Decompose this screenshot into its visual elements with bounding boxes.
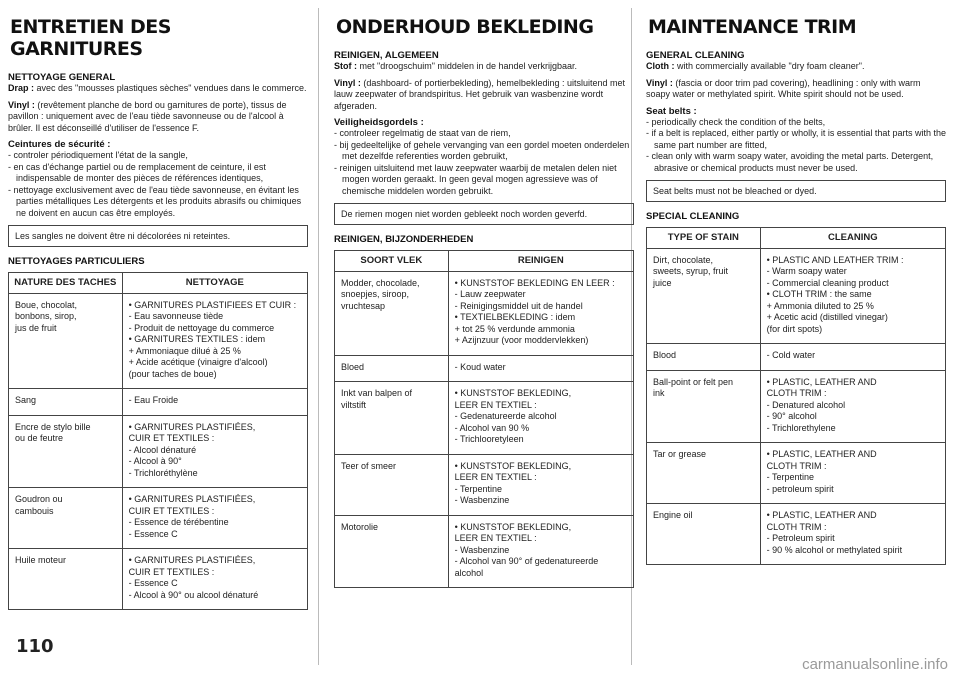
cleaning-line: - Gedenatureerde alcohol: [454, 411, 557, 421]
table-header-cell: NATURE DES TACHES: [9, 273, 123, 294]
cleaning-line: • GARNITURES PLASTIFIÉES,: [128, 421, 256, 432]
stain-line: sweets, syrup, fruit: [653, 266, 729, 276]
material-label: Vinyl :: [646, 77, 673, 88]
cleaning-line: • GARNITURES TEXTILES : idem: [128, 334, 266, 344]
cleaning-line: - Wasbenzine: [454, 544, 510, 555]
cleaning-cell: [448, 271, 633, 355]
seat-belts-list: [8, 150, 308, 219]
seat-belts-heading: Seat belts :: [646, 105, 697, 117]
stain-cell: [335, 355, 449, 382]
material-paragraph: [8, 83, 308, 95]
material-text: with commercially available "dry foam cleaner".: [674, 61, 865, 71]
cleaning-cell: [122, 549, 307, 610]
stain-line: Blood: [653, 350, 677, 360]
cleaning-line: • GARNITURES PLASTIFIÉES,: [128, 494, 256, 504]
stain-line: Tar or grease: [653, 449, 707, 459]
cleaning-cell: [760, 370, 945, 443]
cleaning-cell: [448, 355, 633, 382]
cleaning-line: - Alcool dénaturé: [128, 444, 197, 455]
stain-line: vruchtesap: [341, 300, 386, 311]
material-label: Cloth :: [646, 61, 675, 71]
stain-line: Motorolie: [341, 521, 379, 532]
stain-line: Dirt, chocolate,: [653, 254, 714, 265]
material-text: avec des "mousses plastiques sèches" vendues dans le commerce.: [34, 83, 307, 93]
stain-line: jus de fruit: [15, 322, 57, 333]
table-row: [9, 549, 308, 610]
cleaning-line: - Petroleum spirit: [766, 533, 835, 543]
seat-belts-item: - en cas d'échange partiel ou de remplacement de ceinture, il est indispensable de monter des pièces de références identiques,: [8, 161, 266, 183]
stain-line: Teer of smeer: [341, 460, 397, 471]
stain-line: Inkt van balpen of: [341, 388, 413, 398]
cleaning-line: CUIR ET TEXTILES :: [128, 505, 215, 516]
table-header-cell: TYPE OF STAIN: [647, 228, 761, 249]
stain-line: Ball-point or felt pen: [653, 376, 734, 387]
seat-belts-item: - periodically check the condition of the belts,: [646, 116, 826, 127]
cleaning-line: - Reinigingsmiddel uit de handel: [454, 300, 583, 311]
stain-line: snoepjes, siroop,: [341, 289, 410, 299]
stain-line: viltstift: [341, 399, 367, 410]
special-cleaning-heading: SPECIAL CLEANING: [646, 211, 740, 222]
cleaning-line: - Terpentine: [454, 483, 502, 494]
cleaning-line: (pour taches de boue): [128, 368, 217, 379]
column-french: [8, 10, 308, 610]
table-row: [647, 248, 946, 344]
cleaning-cell: [122, 488, 307, 549]
material-label: Drap :: [8, 83, 35, 93]
stain-cell: [647, 370, 761, 443]
stain-line: Huile moteur: [15, 555, 67, 565]
cleaning-line: (for dirt spots): [766, 323, 823, 334]
cleaning-line: • PLASTIC, LEATHER AND: [766, 449, 877, 459]
seat-belts-item: - if a belt is replaced, either partly or wholly, it is essential that parts with the same part number are fitted,: [646, 128, 946, 150]
table-header-cell: SOORT VLEK: [335, 251, 449, 272]
cleaning-line: + Acetic acid (distilled vinegar): [766, 312, 888, 322]
stain-cell: [335, 271, 449, 355]
stain-line: Sang: [15, 395, 37, 405]
cleaning-line: + Azijnzuur (voor moddervlekken): [454, 335, 589, 345]
material-label: Vinyl :: [8, 99, 35, 110]
table-row: [335, 382, 634, 455]
table-row: [335, 355, 634, 382]
section-title: ONDERHOUD BEKLEDING: [336, 16, 594, 38]
seat-belts-list: [646, 117, 946, 175]
cleaning-cell: [760, 504, 945, 565]
seat-belts-item: - bij gedeeltelijke of gehele vervanging van een gordel moeten onderdelen met dezelfde referenties worden gebruikt,: [334, 139, 630, 161]
stain-cell: [9, 415, 123, 488]
cleaning-line: • KUNSTSTOF BEKLEDING,: [454, 388, 572, 398]
stain-line: juice: [653, 277, 672, 288]
material-text: (fascia or door trim pad covering), headlining : only with warm soapy water or methylated spirit. White spirit should not be used.: [646, 77, 921, 99]
warning-notice: Les sangles ne doivent être ni décolorées ni reteintes.: [8, 225, 308, 247]
seat-belts-heading: Veiligheidsgordels :: [334, 117, 424, 128]
cleaning-cell: [760, 248, 945, 344]
stain-cell: [335, 515, 449, 588]
table-row: [9, 389, 308, 416]
cleaning-line: - petroleum spirit: [766, 483, 834, 494]
cleaning-line: • KUNSTSTOF BEKLEDING,: [454, 460, 572, 471]
seat-belts-item: - controler périodiquement l'état de la sangle,: [8, 150, 188, 160]
cleaning-cell: [448, 515, 633, 588]
column-english: [646, 10, 946, 565]
stain-line: bonbons, sirop,: [15, 311, 77, 321]
cleaning-cell: [448, 454, 633, 515]
table-header-cell: CLEANING: [760, 228, 945, 249]
cleaning-line: • GARNITURES PLASTIFIEES ET CUIR :: [128, 299, 297, 310]
cleaning-line: • KUNSTSTOF BEKLEDING,: [454, 521, 572, 532]
seat-belts-item: - clean only with warm soapy water, avoiding the metal parts. Detergent, abrasive or chemical products must never be used.: [646, 151, 934, 173]
stain-line: ou de feutre: [15, 433, 64, 443]
cleaning-line: • CLOTH TRIM : the same: [766, 289, 872, 299]
cleaning-line: - Alcohol van 90° of gedenatureerde: [454, 556, 599, 566]
column-divider: [318, 8, 319, 665]
stain-line: Modder, chocolade,: [341, 277, 420, 288]
stain-cell: [335, 382, 449, 455]
stain-cell: [9, 488, 123, 549]
special-cleaning-heading: NETTOYAGES PARTICULIERS: [8, 256, 145, 267]
stain-table: [8, 272, 308, 610]
table-row: [9, 488, 308, 549]
stain-line: Engine oil: [653, 510, 693, 520]
cleaning-cell: [122, 415, 307, 488]
cleaning-line: - Denatured alcohol: [766, 399, 846, 410]
cleaning-line: - Terpentine: [766, 472, 814, 482]
cleaning-line: - Eau Froide: [128, 395, 179, 405]
cleaning-line: - Alcool à 90° ou alcool dénaturé: [128, 589, 259, 600]
cleaning-line: • GARNITURES PLASTIFIÉES,: [128, 555, 256, 565]
seat-belts-heading: Ceintures de sécurité :: [8, 139, 111, 150]
material-label: Vinyl :: [334, 77, 361, 88]
cleaning-line: LEER EN TEXTIEL :: [454, 472, 537, 482]
cleaning-line: CLOTH TRIM :: [766, 460, 827, 471]
cleaning-line: - 90 % alcohol or methylated spirit: [766, 544, 903, 555]
cleaning-line: CLOTH TRIM :: [766, 521, 827, 532]
cleaning-cell: [122, 389, 307, 416]
table-row: [335, 271, 634, 355]
stain-cell: [9, 549, 123, 610]
seat-belts-list: [334, 128, 634, 197]
cleaning-line: - Trichlooretyleen: [454, 434, 524, 444]
cleaning-line: - Trichlorethylene: [766, 422, 836, 433]
table-row: [647, 344, 946, 371]
table-header-row: [9, 273, 308, 294]
cleaning-line: - Warm soapy water: [766, 266, 847, 276]
table-row: [335, 515, 634, 588]
table-header-row: [647, 228, 946, 249]
general-cleaning-heading: GENERAL CLEANING: [646, 50, 745, 61]
cleaning-line: • KUNSTSTOF BEKLEDING EN LEER :: [454, 277, 615, 288]
table-row: [335, 454, 634, 515]
table-header-cell: NETTOYAGE: [122, 273, 307, 294]
cleaning-line: CUIR ET TEXTILES :: [128, 566, 215, 577]
stain-cell: [9, 389, 123, 416]
section-title: MAINTENANCE TRIM: [648, 16, 857, 38]
cleaning-line: - Eau savonneuse tiède: [128, 311, 224, 321]
cleaning-line: - Wasbenzine: [454, 495, 510, 505]
stain-cell: [9, 293, 123, 389]
cleaning-line: CUIR ET TEXTILES :: [128, 433, 215, 443]
stain-line: ink: [653, 388, 665, 398]
cleaning-line: + Ammoniaque dilué à 25 %: [128, 345, 241, 356]
cleaning-line: - Lauw zeepwater: [454, 289, 526, 299]
general-cleaning-heading: REINIGEN, ALGEMEEN: [334, 50, 439, 61]
stain-line: Boue, chocolat,: [15, 299, 78, 310]
page-number: 110: [16, 636, 54, 657]
cleaning-line: • PLASTIC, LEATHER AND: [766, 376, 877, 387]
table-header-cell: REINIGEN: [448, 251, 633, 272]
stain-table: [646, 227, 946, 565]
watermark: carmanualsonline.info: [802, 656, 948, 673]
table-row: [647, 370, 946, 443]
cleaning-line: - 90° alcohol: [766, 411, 817, 421]
table-row: [647, 504, 946, 565]
cleaning-line: - Commercial cleaning product: [766, 277, 889, 288]
section-title: ENTRETIEN DES GARNITURES: [10, 16, 171, 60]
warning-notice: De riemen mogen niet worden gebleekt noch worden geverfd.: [334, 203, 634, 225]
stain-line: Goudron ou: [15, 494, 63, 504]
cleaning-line: - Alcool à 90°: [128, 456, 182, 466]
cleaning-line: - Alcohol van 90 %: [454, 422, 530, 433]
cleaning-line: • TEXTIELBEKLEDING : idem: [454, 312, 576, 322]
cleaning-line: + Ammonia diluted to 25 %: [766, 300, 874, 311]
cleaning-line: + Acide acétique (vinaigre d'alcool): [128, 357, 268, 367]
cleaning-line: LEER EN TEXTIEL :: [454, 533, 537, 543]
stain-line: cambouis: [15, 505, 54, 516]
seat-belts-item: - nettoyage exclusivement avec de l'eau tiède savonneuse, en évitant les parties métalliques Les détergents et les produits abrasifs ou chimiques ne doivent en aucun cas être employés.: [8, 184, 302, 218]
cleaning-line: - Trichloréthylène: [128, 467, 198, 478]
cleaning-line: - Essence de térébentine: [128, 517, 229, 527]
table-row: [9, 415, 308, 488]
seat-belts-item: - controleer regelmatig de staat van de riem,: [334, 128, 511, 138]
cleaning-line: • PLASTIC, LEATHER AND: [766, 510, 877, 520]
cleaning-line: CLOTH TRIM :: [766, 388, 827, 398]
material-text: (dashboard- of portierbekleding), hemelbekleding : uitsluitend met lauw zeepwater of brandspiritus. Het gebruik van wasbenzine wordt afgeraden.: [334, 77, 625, 111]
material-label: Stof :: [334, 61, 357, 71]
cleaning-cell: [448, 382, 633, 455]
stain-cell: [647, 248, 761, 344]
table-row: [647, 443, 946, 504]
material-paragraph: [334, 78, 634, 113]
material-paragraph: [8, 100, 308, 135]
cleaning-cell: [122, 293, 307, 389]
stain-cell: [335, 454, 449, 515]
cleaning-line: LEER EN TEXTIEL :: [454, 399, 537, 410]
table-header-row: [335, 251, 634, 272]
general-cleaning-heading: NETTOYAGE GENERAL: [8, 72, 116, 83]
material-text: met "droogschuim" middelen in de handel verkrijgbaar.: [357, 61, 578, 71]
cleaning-line: alcohol: [454, 567, 484, 578]
stain-cell: [647, 504, 761, 565]
cleaning-cell: [760, 443, 945, 504]
table-row: [9, 293, 308, 389]
cleaning-line: - Cold water: [766, 350, 816, 360]
cleaning-cell: [760, 344, 945, 371]
stain-line: Encre de stylo bille: [15, 421, 91, 432]
warning-notice: Seat belts must not be bleached or dyed.: [646, 180, 946, 202]
cleaning-line: - Produit de nettoyage du commerce: [128, 322, 275, 333]
stain-cell: [647, 443, 761, 504]
special-cleaning-heading: REINIGEN, BIJZONDERHEDEN: [334, 234, 474, 245]
stain-table: [334, 250, 634, 588]
stain-line: Bloed: [341, 361, 365, 372]
cleaning-line: + tot 25 % verdunde ammonia: [454, 323, 575, 334]
material-paragraph: [646, 61, 946, 73]
cleaning-line: - Essence C: [128, 528, 178, 539]
cleaning-line: • PLASTIC AND LEATHER TRIM :: [766, 254, 904, 265]
material-paragraph: [646, 78, 946, 101]
material-paragraph: [334, 61, 634, 73]
stain-cell: [647, 344, 761, 371]
material-text: (revêtement planche de bord ou garnitures de porte), tissus de pavillon : uniquement avec de l'eau tiède savonneuse ou de l'alcool à brûler. Il est déconseillé d'utiliser de l'essence F.: [8, 99, 287, 133]
cleaning-line: - Koud water: [454, 361, 506, 372]
cleaning-line: - Essence C: [128, 578, 178, 588]
column-dutch: [334, 10, 634, 588]
seat-belts-item: - reinigen uitsluitend met lauw zeepwater waarbij de metalen delen niet mogen worden geraakt. In geen geval mogen agressieve was of chemische middelen worden gebruikt.: [334, 162, 617, 196]
